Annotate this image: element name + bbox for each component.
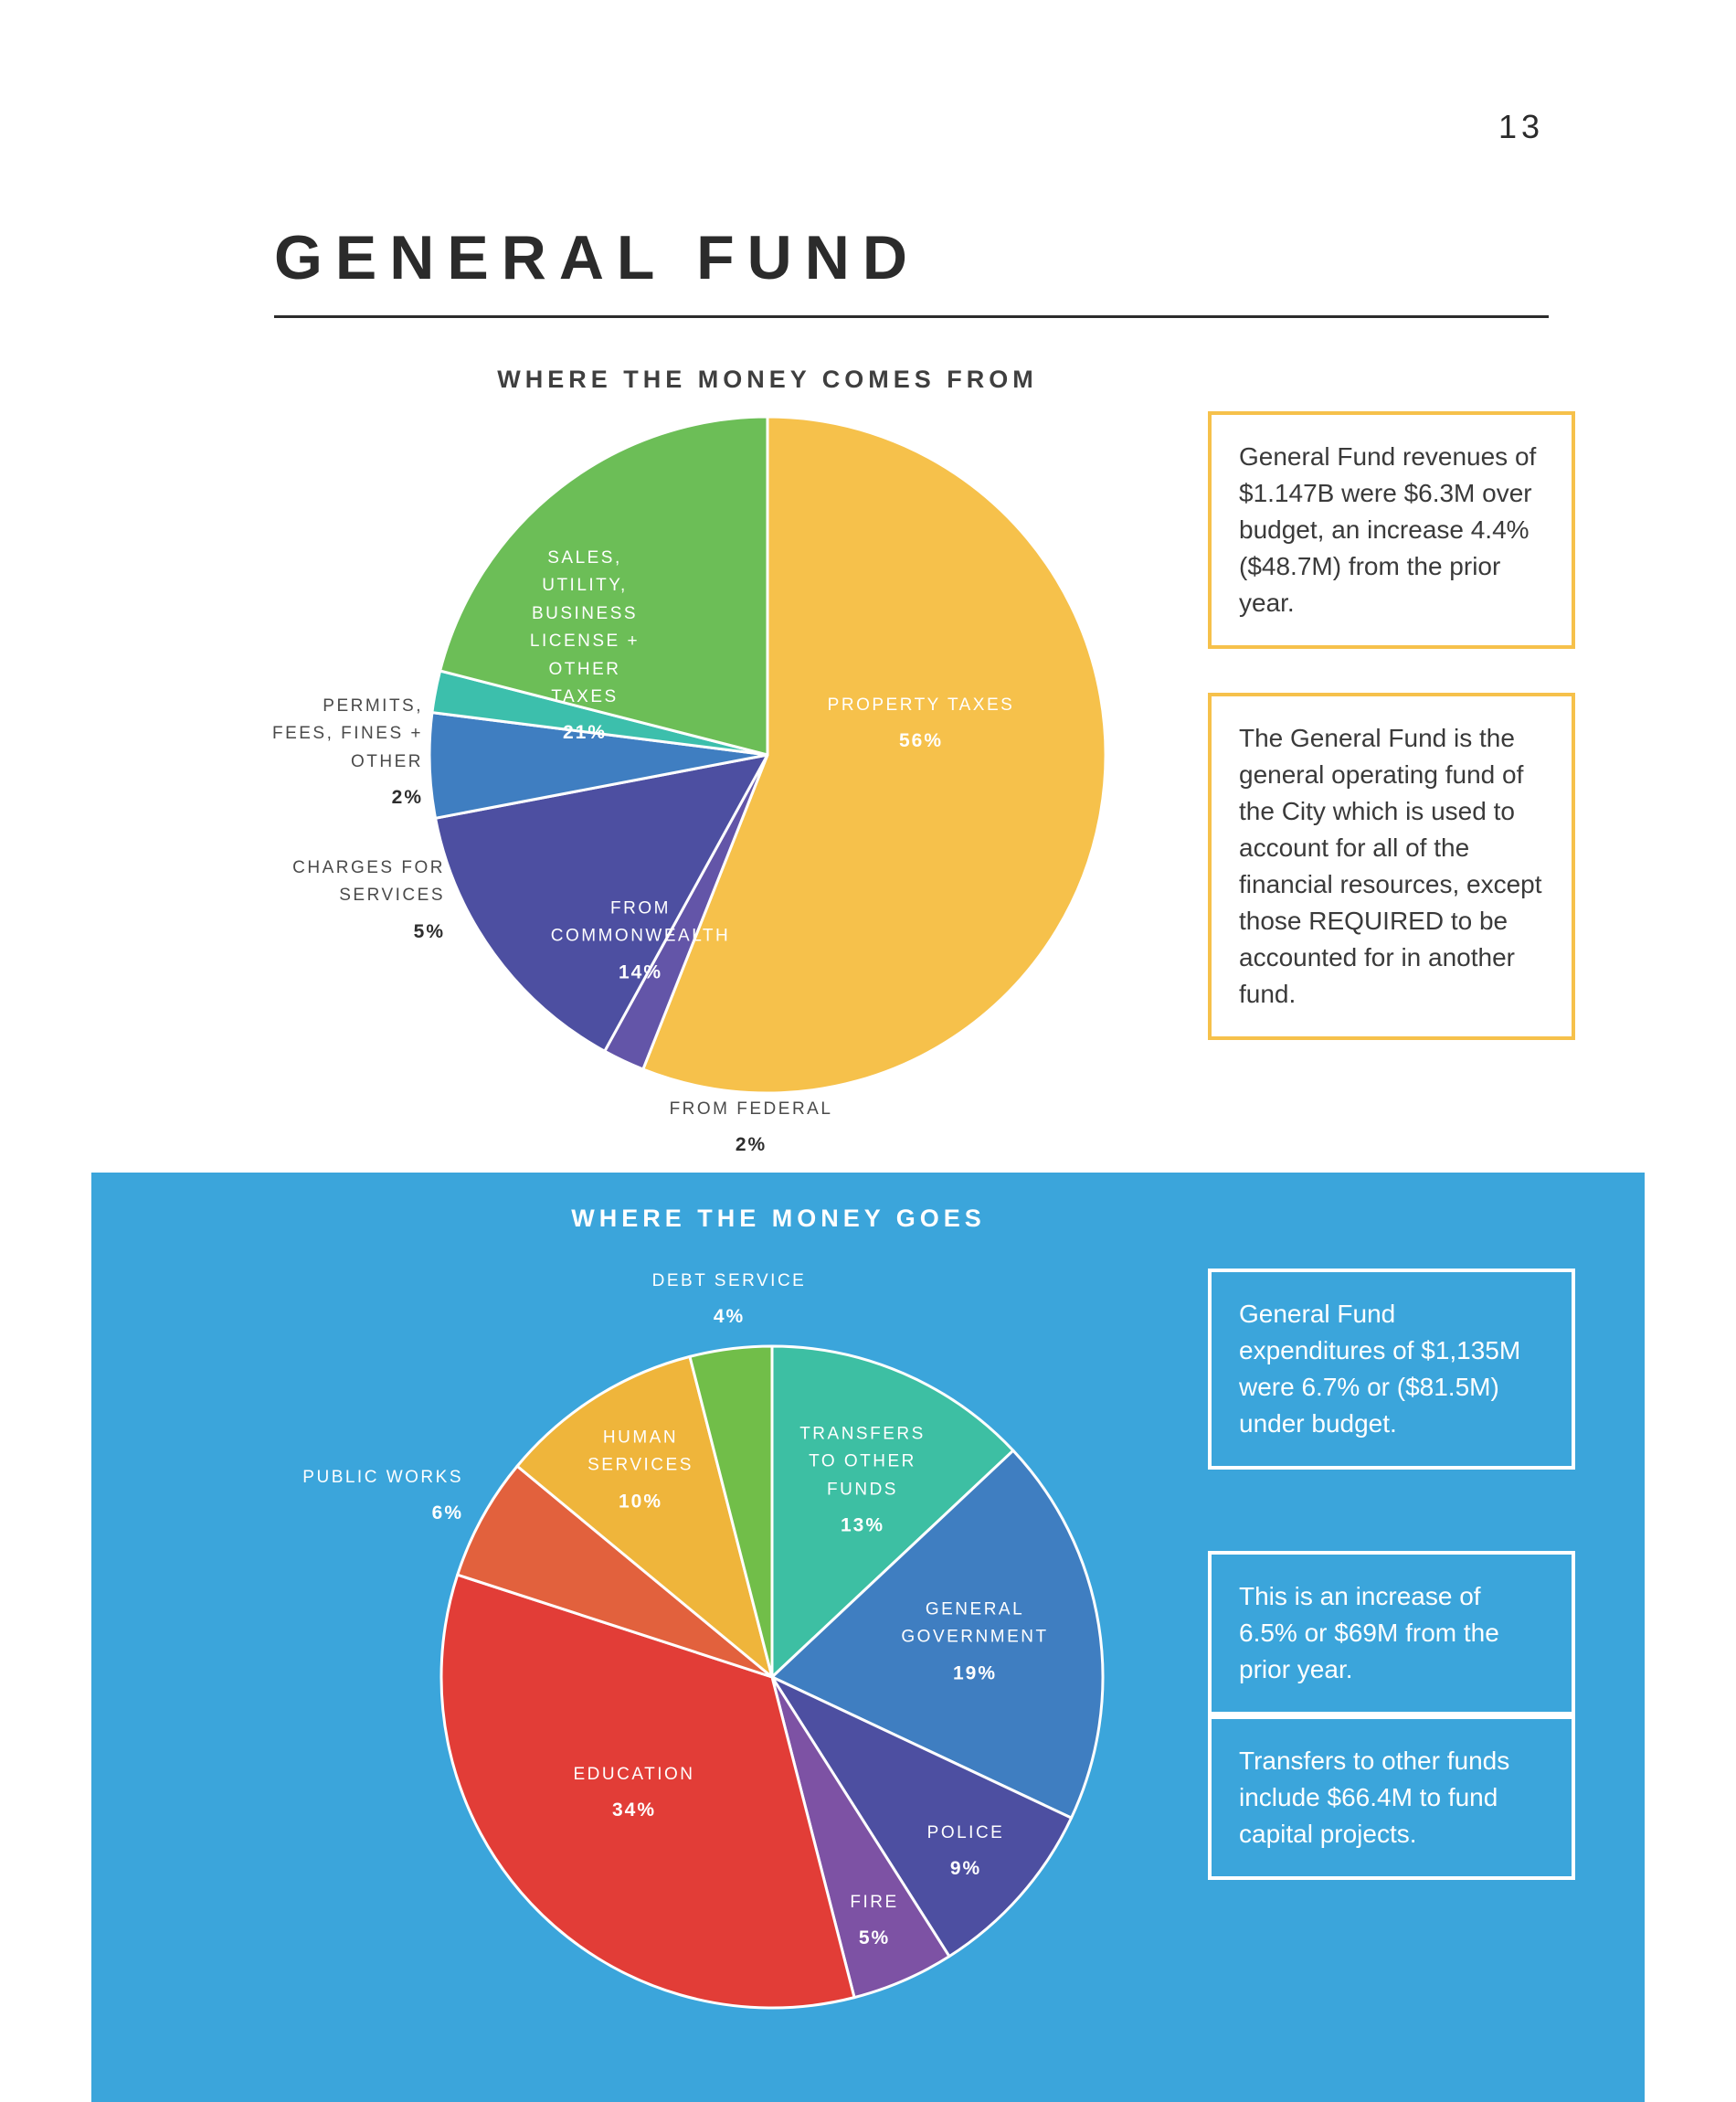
label-public-works xyxy=(262,1464,463,1524)
slice-label: POLICE xyxy=(926,1822,1005,1842)
expense-note-budget: General Fund expenditures of $1,135M were 6.7% or ($81.5M) under budget. xyxy=(1208,1269,1575,1470)
slice-label: PERMITS, FEES, FINES + OTHER xyxy=(271,696,423,771)
label-police xyxy=(874,1820,1057,1880)
label-property-taxes xyxy=(775,692,1067,752)
slice-pct: 34% xyxy=(611,1799,657,1821)
revenue-pie-chart-svg xyxy=(427,414,1108,1096)
slice-label: SALES, UTILITY, BUSINESS LICENSE + OTHER TAXES xyxy=(529,547,640,706)
slice-label: HUMAN SERVICES xyxy=(587,1428,693,1475)
revenue-note-definition: The General Fund is the general operating fund of the City which is used to account for all of the financial resources, except those REQUIRED to be accounted for in another fund. xyxy=(1208,693,1575,1040)
slice-label: TRANSFERS TO OTHER FUNDS xyxy=(799,1424,926,1500)
slice-pct: 56% xyxy=(898,730,944,752)
slice-pct: 13% xyxy=(840,1514,885,1536)
label-education xyxy=(520,1761,748,1821)
label-human-services xyxy=(572,1425,709,1513)
slice-label: FROM FEDERAL xyxy=(669,1099,833,1119)
slice-label: FROM COMMONWEALTH xyxy=(550,898,731,946)
revenue-pie-chart xyxy=(427,414,1108,1096)
slice-pct: 2% xyxy=(391,787,423,809)
slice-pct: 4% xyxy=(713,1306,746,1328)
page-title: GENERAL FUND xyxy=(274,223,920,292)
slice-label: DEBT SERVICE xyxy=(651,1270,807,1290)
label-charges-for-services xyxy=(262,855,445,943)
slice-pct: 9% xyxy=(949,1858,982,1880)
label-transfers-to-other-funds xyxy=(794,1420,931,1536)
revenue-chart-title: WHERE THE MONEY COMES FROM xyxy=(497,366,1038,393)
label-from-commonwealth xyxy=(549,896,732,984)
label-debt-service xyxy=(592,1268,866,1328)
label-from-federal xyxy=(614,1096,888,1156)
slice-pct: 2% xyxy=(735,1134,767,1156)
label-sales-utility-taxes xyxy=(528,545,641,744)
slice-pct: 10% xyxy=(618,1491,663,1513)
title-rule xyxy=(274,315,1549,318)
expense-note-transfers: Transfers to other funds include $66.4M to fund capital projects. xyxy=(1208,1715,1575,1880)
slice-pct: 21% xyxy=(562,722,608,744)
expense-note-increase: This is an increase of 6.5% or $69M from the prior year. xyxy=(1208,1551,1575,1715)
page-number: 13 xyxy=(1498,108,1544,145)
label-fire xyxy=(806,1889,943,1949)
slice-label: EDUCATION xyxy=(573,1764,695,1784)
revenue-note-budget: General Fund revenues of $1.147B were $6.3M over budget, an increase 4.4% ($48.7M) from the prior year. xyxy=(1208,411,1575,649)
slice-pct: 5% xyxy=(413,920,445,942)
slice-pct: 14% xyxy=(618,961,663,983)
expense-chart-title: WHERE THE MONEY GOES xyxy=(571,1205,986,1232)
slice-pct: 6% xyxy=(431,1502,463,1524)
slice-label: PUBLIC WORKS xyxy=(302,1468,463,1487)
slice-label: CHARGES FOR SERVICES xyxy=(292,858,445,906)
slice-label: GENERAL GOVERNMENT xyxy=(901,1599,1049,1647)
label-permits-fees-fines xyxy=(263,693,423,809)
slice-pct: 19% xyxy=(952,1662,998,1684)
label-general-government xyxy=(884,1597,1066,1685)
slice-pct: 5% xyxy=(858,1927,891,1949)
slice-label: FIRE xyxy=(850,1892,899,1912)
slice-label: PROPERTY TAXES xyxy=(827,695,1015,715)
